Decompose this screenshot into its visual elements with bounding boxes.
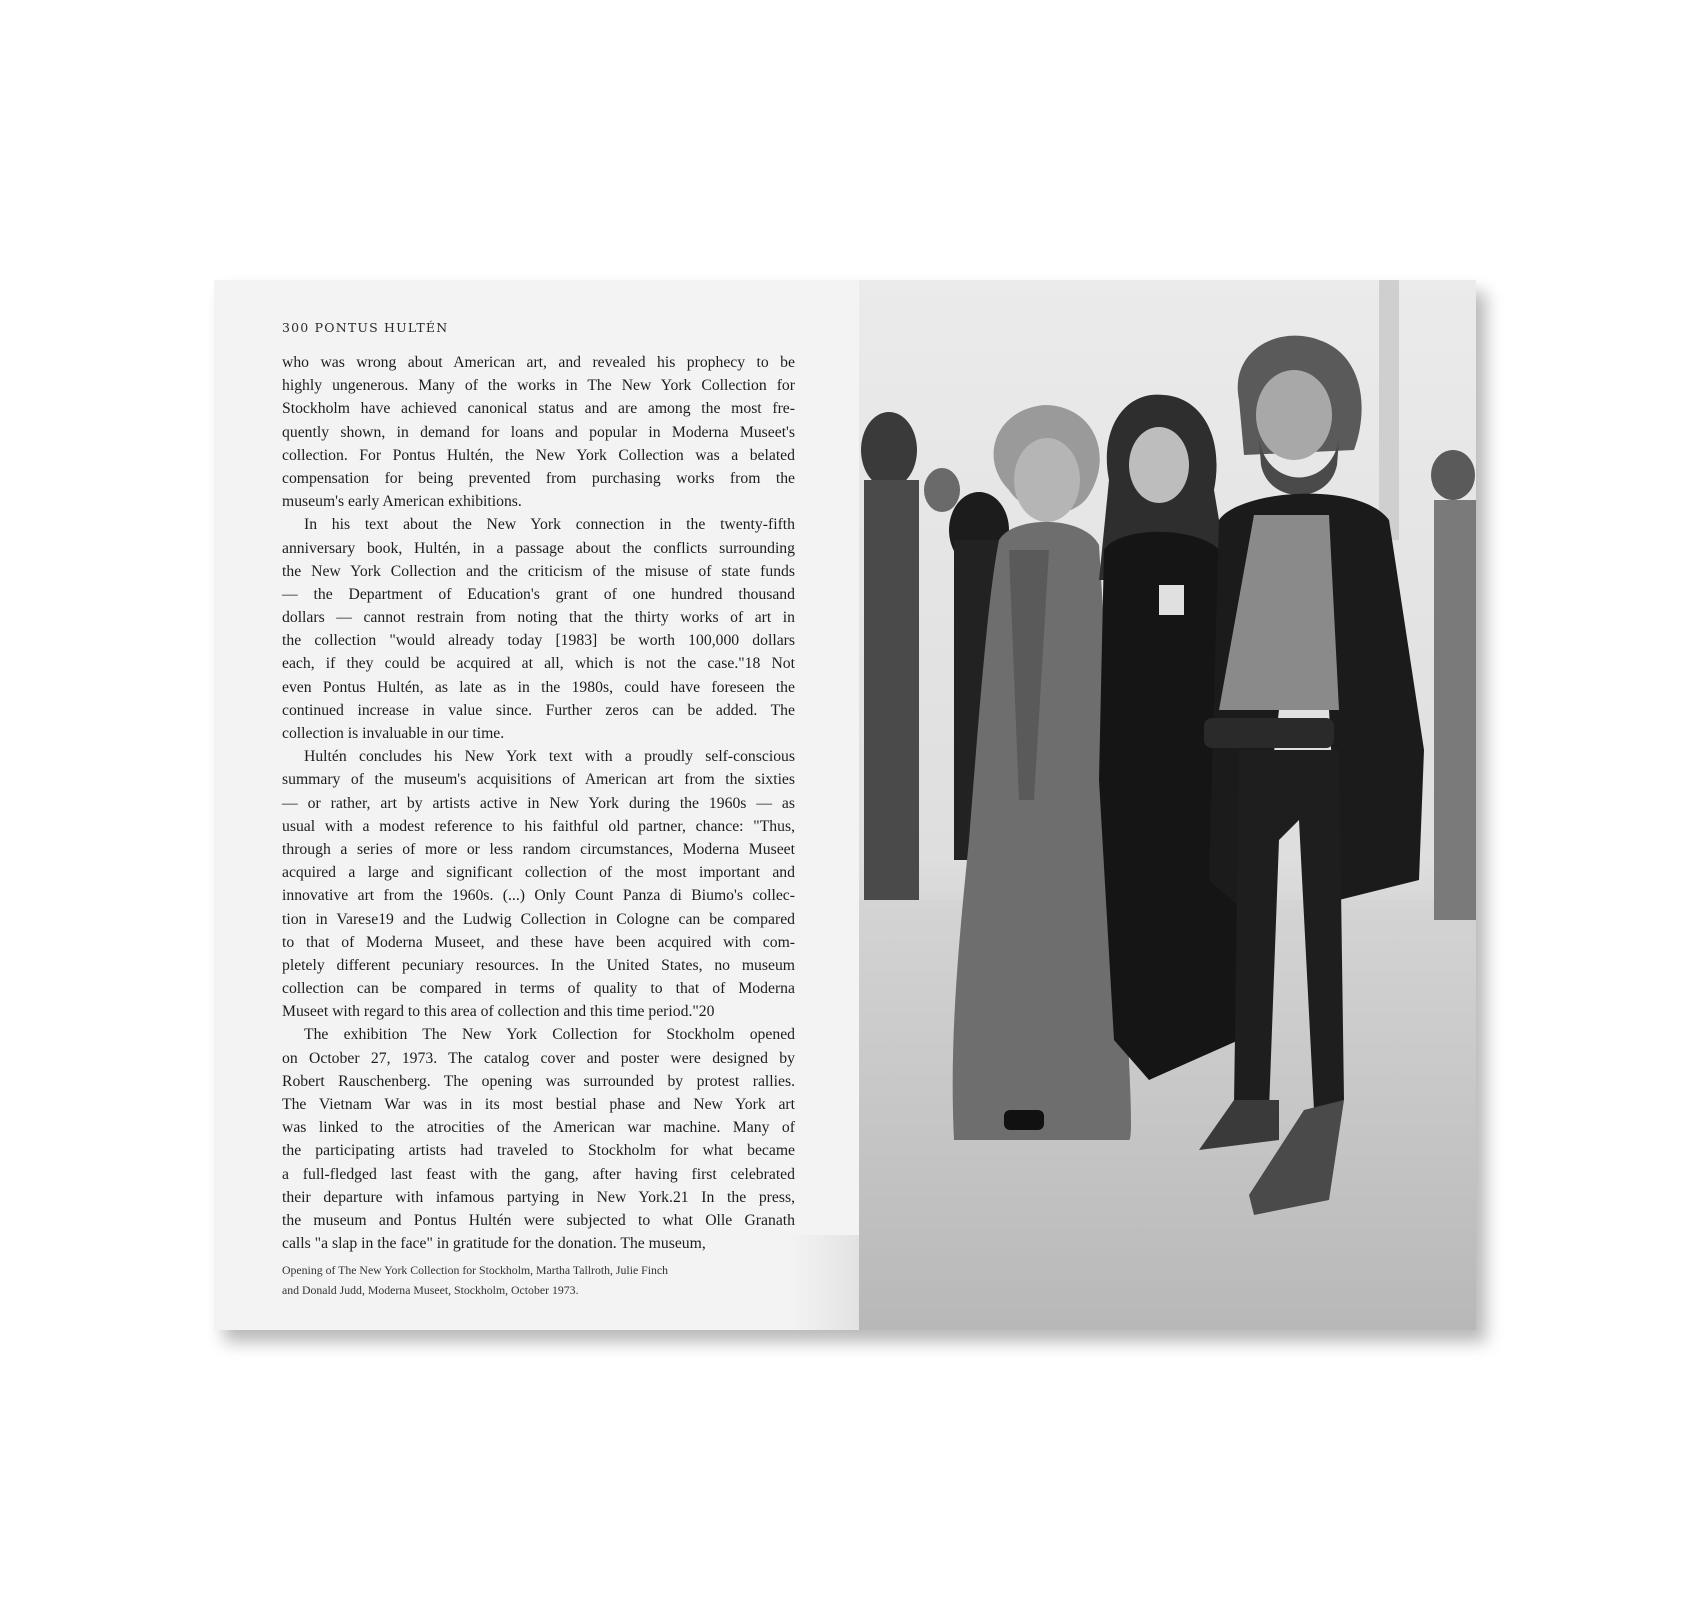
text-line: collection can be compared in terms of quality to that of Moderna <box>282 980 795 998</box>
right-page-photo <box>859 280 1476 1330</box>
text-line: quently shown, in demand for loans and popular in Moderna Museet's <box>282 423 795 441</box>
paragraph <box>282 745 795 1023</box>
text-line: Hultén concludes his New York text with a proudly self-conscious <box>304 748 795 766</box>
text-line: tion in Varese19 and the Ludwig Collection in Cologne can be compared <box>282 910 795 928</box>
paragraph <box>282 1023 795 1255</box>
text-line: continued increase in value since. Further zeros can be added. The <box>282 701 795 719</box>
text-line: the New York Collection and the criticism of the misuse of state funds <box>282 562 795 580</box>
paragraph <box>282 351 795 513</box>
body-text <box>282 351 795 1255</box>
text-line: was linked to the atrocities of the American war machine. Many of <box>282 1119 795 1137</box>
text-line: collection. For Pontus Hultén, the New York Collection was a belated <box>282 446 795 464</box>
text-line: museum's early American exhibitions. <box>282 493 522 511</box>
text-line: the museum and Pontus Hultén were subjected to what Olle Granath <box>282 1211 795 1229</box>
book-spread <box>214 280 1476 1330</box>
text-line: Robert Rauschenberg. The opening was surrounded by protest rallies. <box>282 1072 795 1090</box>
text-line: Museet with regard to this area of collection and this time period."20 <box>282 1003 715 1021</box>
text-line: — or rather, art by artists active in New York during the 1960s — as <box>282 794 795 812</box>
text-line: innovative art from the 1960s. (...) Only Count Panza di Biumo's collec- <box>282 887 795 905</box>
text-line: usual with a modest reference to his faithful old partner, chance: "Thus, <box>282 817 795 835</box>
text-line: — the Department of Education's grant of one hundred thousand <box>282 585 795 603</box>
text-line: even Pontus Hultén, as late as in the 1980s, could have foreseen the <box>282 678 795 696</box>
text-line: The Vietnam War was in its most bestial phase and New York art <box>282 1096 795 1113</box>
opening-photograph <box>859 280 1476 1330</box>
text-line: acquired a large and significant collection of the most important and <box>282 864 795 882</box>
page-gutter <box>789 1235 859 1330</box>
photo-caption <box>282 1260 802 1300</box>
left-page <box>214 280 859 1330</box>
running-head: 300 PONTUS HULTÉN <box>282 320 449 335</box>
text-line: the collection "would already today [1983] be worth 100,000 dollars <box>282 632 795 650</box>
paragraph <box>282 513 795 745</box>
text-line: summary of the museum's acquisitions of American art from the sixties <box>282 771 795 789</box>
text-line: Stockholm have achieved canonical status and are among the most fre- <box>282 400 795 418</box>
text-line: anniversary book, Hultén, in a passage about the conflicts surrounding <box>282 539 795 557</box>
text-line: to that of Moderna Museet, and these have been acquired with com- <box>282 933 795 951</box>
caption-line: Opening of The New York Collection for Stockholm, Martha Tallroth, Julie Finch <box>282 1263 669 1277</box>
text-line: the participating artists had traveled to Stockholm for what became <box>282 1142 795 1160</box>
text-line: each, if they could be acquired at all, which is not the case."18 Not <box>282 655 795 673</box>
caption-line: and Donald Judd, Moderna Museet, Stockholm, October 1973. <box>282 1283 579 1297</box>
text-line: highly ungenerous. Many of the works in The New York Collection for <box>282 377 795 395</box>
text-line: through a series of more or less random circumstances, Moderna Museet <box>282 840 795 858</box>
text-line: compensation for being prevented from purchasing works from the <box>282 469 795 487</box>
text-line: who was wrong about American art, and revealed his prophecy to be <box>282 354 795 371</box>
text-line: pletely different pecuniary resources. In the United States, no museum <box>282 956 795 974</box>
text-line: on October 27, 1973. The catalog cover and poster were designed by <box>282 1049 795 1067</box>
text-line: In his text about the New York connection in the twenty-fifth <box>304 516 795 534</box>
text-line: The exhibition The New York Collection for Stockholm opened <box>304 1026 795 1044</box>
text-line: their departure with infamous partying in New York.21 In the press, <box>282 1188 795 1206</box>
text-line: collection is invaluable in our time. <box>282 725 505 742</box>
text-line: calls "a slap in the face" in gratitude for the donation. The museum, <box>282 1235 706 1253</box>
text-line: a full-fledged last feast with the gang, after having first celebrated <box>282 1165 795 1183</box>
text-line: dollars — cannot restrain from noting that the thirty works of art in <box>282 609 795 627</box>
